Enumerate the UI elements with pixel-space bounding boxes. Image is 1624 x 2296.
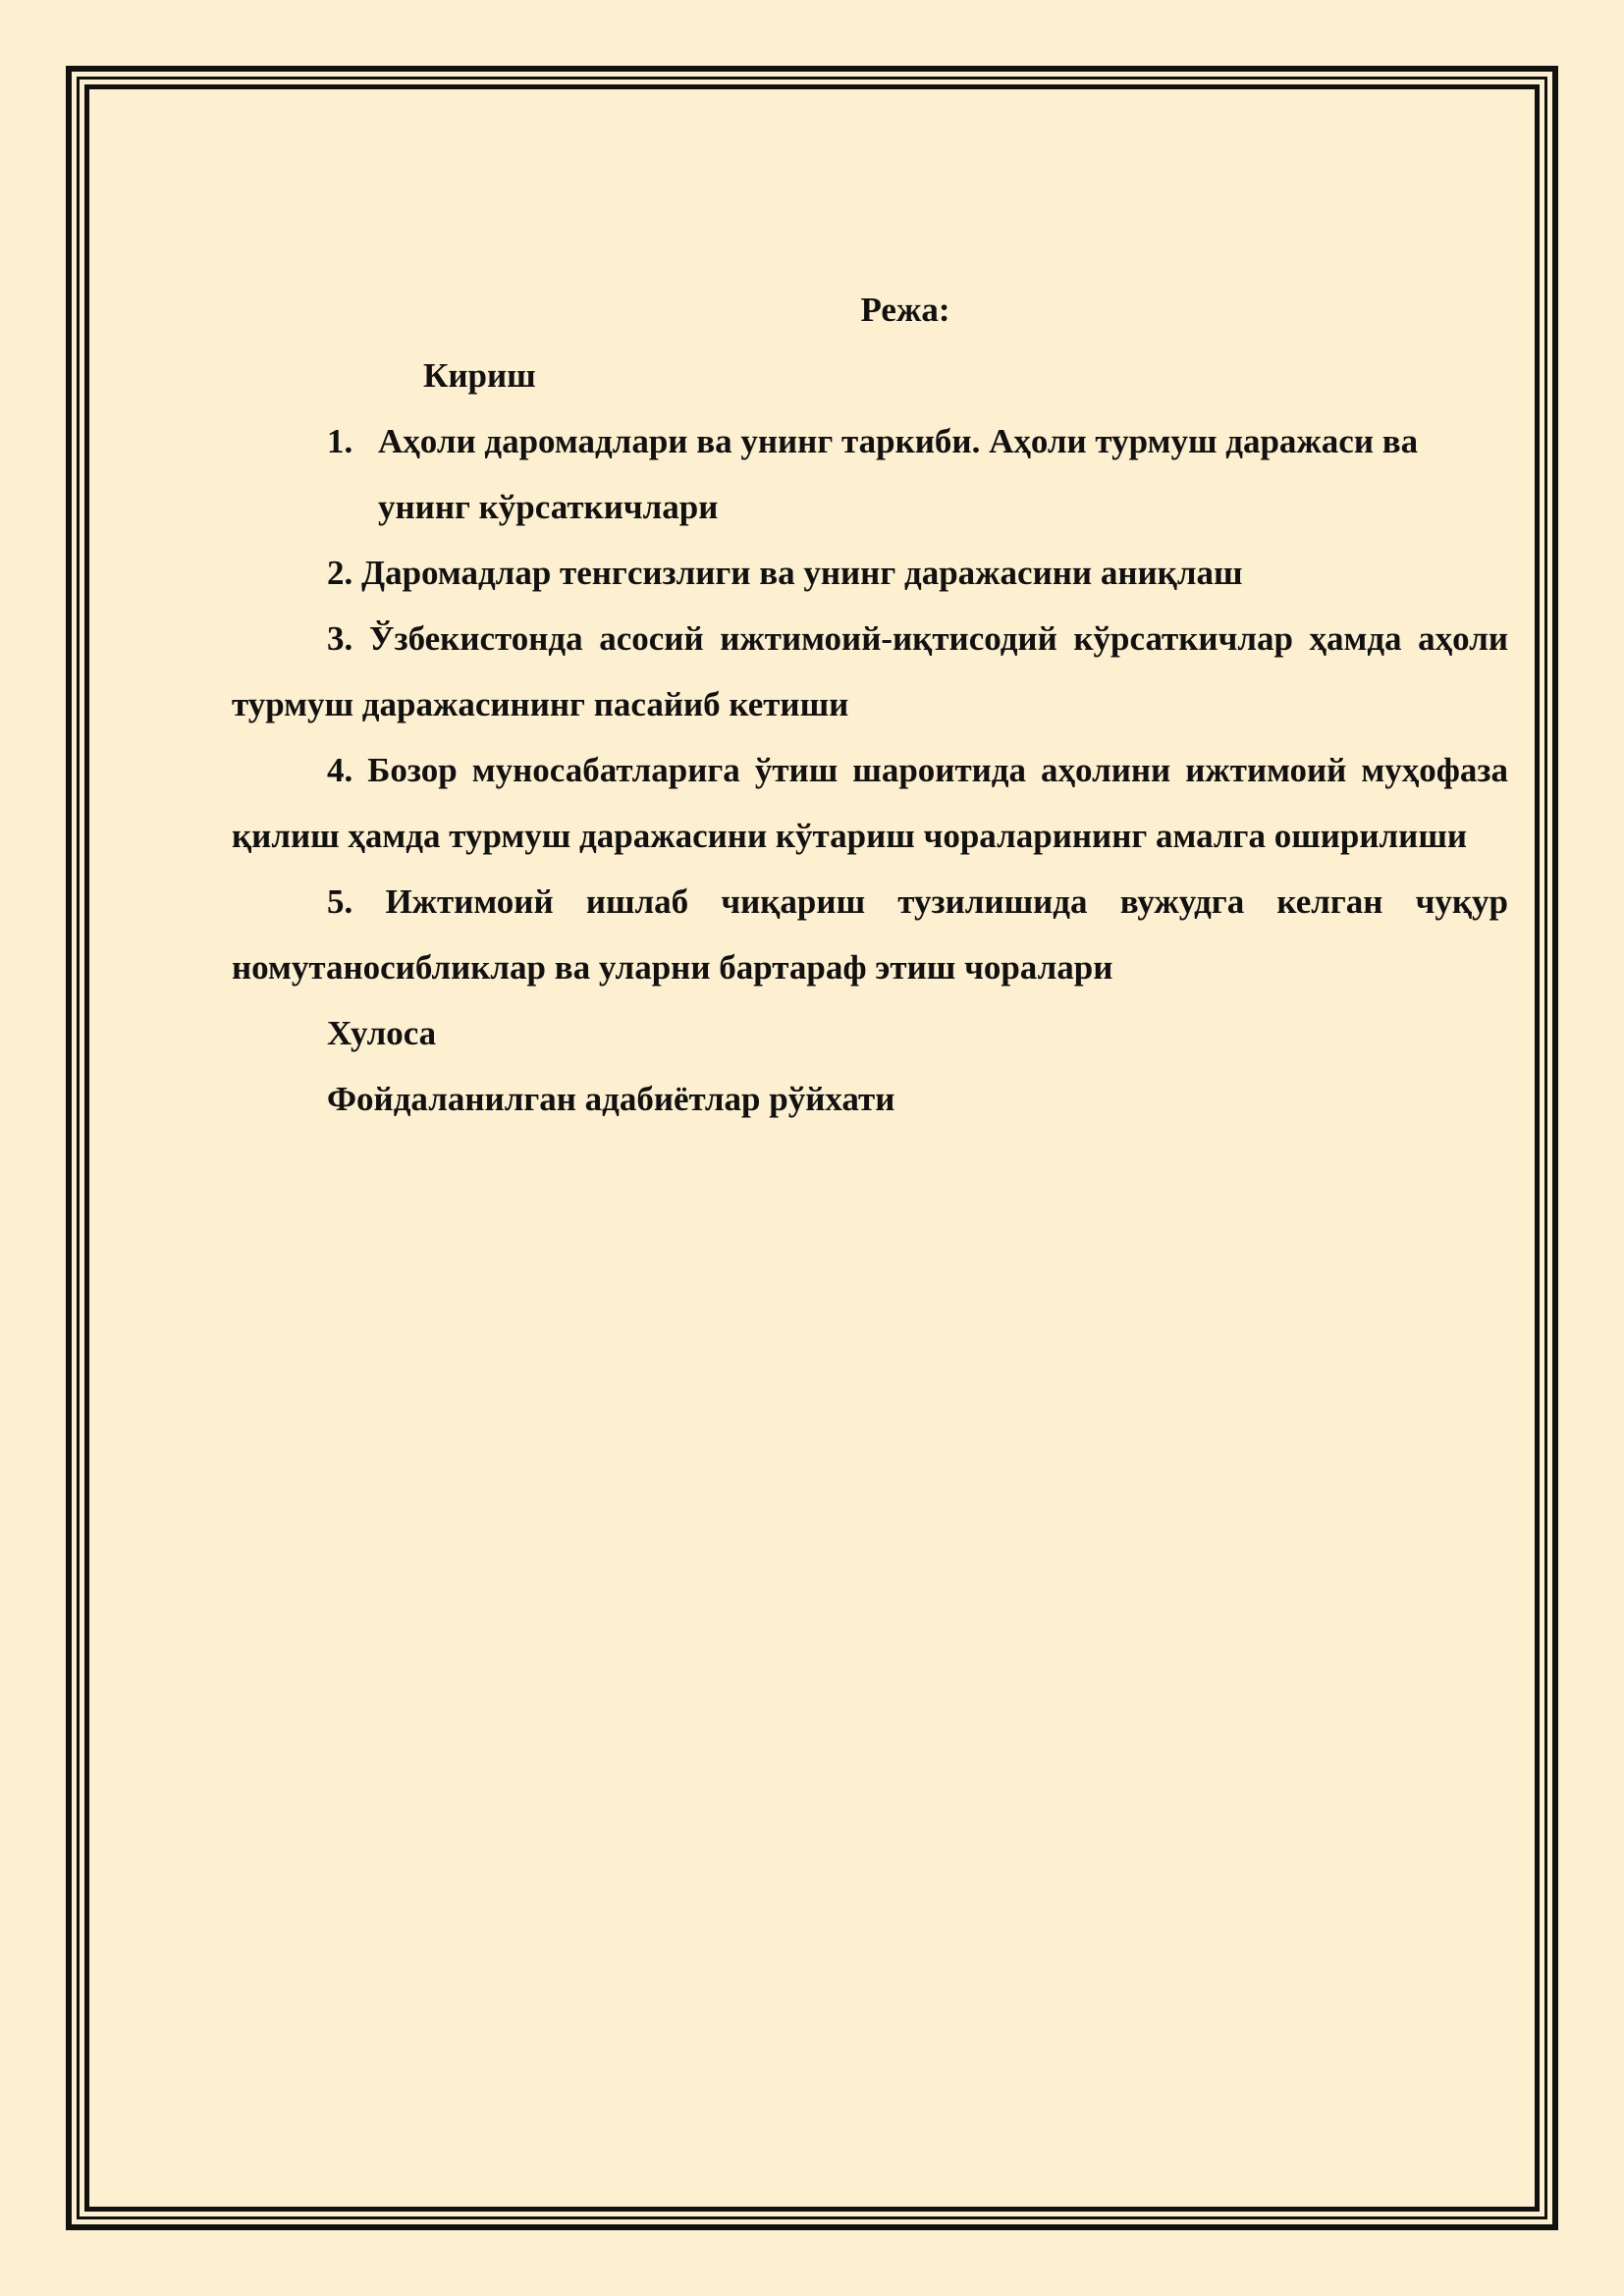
document-content	[232, 277, 1508, 1132]
plan-item-3: 3. Ўзбекистонда асосий ижтимоий-иқтисодий кўрсаткичлар ҳамда аҳоли турмуш даражасининг пасайиб кетиши	[232, 619, 1508, 723]
plan-item-2: 2. Даромадлар тенгсизлиги ва унинг даражасини аниқлаш	[327, 554, 1243, 592]
plan-item-4: 4. Бозор муносабатларига ўтиш шароитида аҳолини ижтимоий муҳофаза қилиш ҳамда турмуш даражасини кўтариш чораларининг амалга оширилиши	[232, 751, 1508, 855]
intro-heading: Кириш	[423, 356, 536, 395]
conclusion-heading: Хулоса	[327, 1014, 437, 1052]
references-heading: Фойдаланилган адабиётлар рўйхати	[327, 1080, 895, 1118]
plan-title: Режа:	[860, 291, 950, 329]
plan-item-1-number: 1.	[327, 422, 353, 460]
plan-item-5: 5. Ижтимоий ишлаб чиқариш тузилишида вужудга келган чуқур номутаносибликлар ва уларни бартараф этиш чоралари	[232, 882, 1508, 987]
plan-item-1	[232, 408, 1508, 540]
plan-item-1-text: Аҳоли даромадлари ва унинг таркиби. Аҳоли турмуш даражаси ва унинг кўрсаткичлари	[378, 422, 1419, 526]
